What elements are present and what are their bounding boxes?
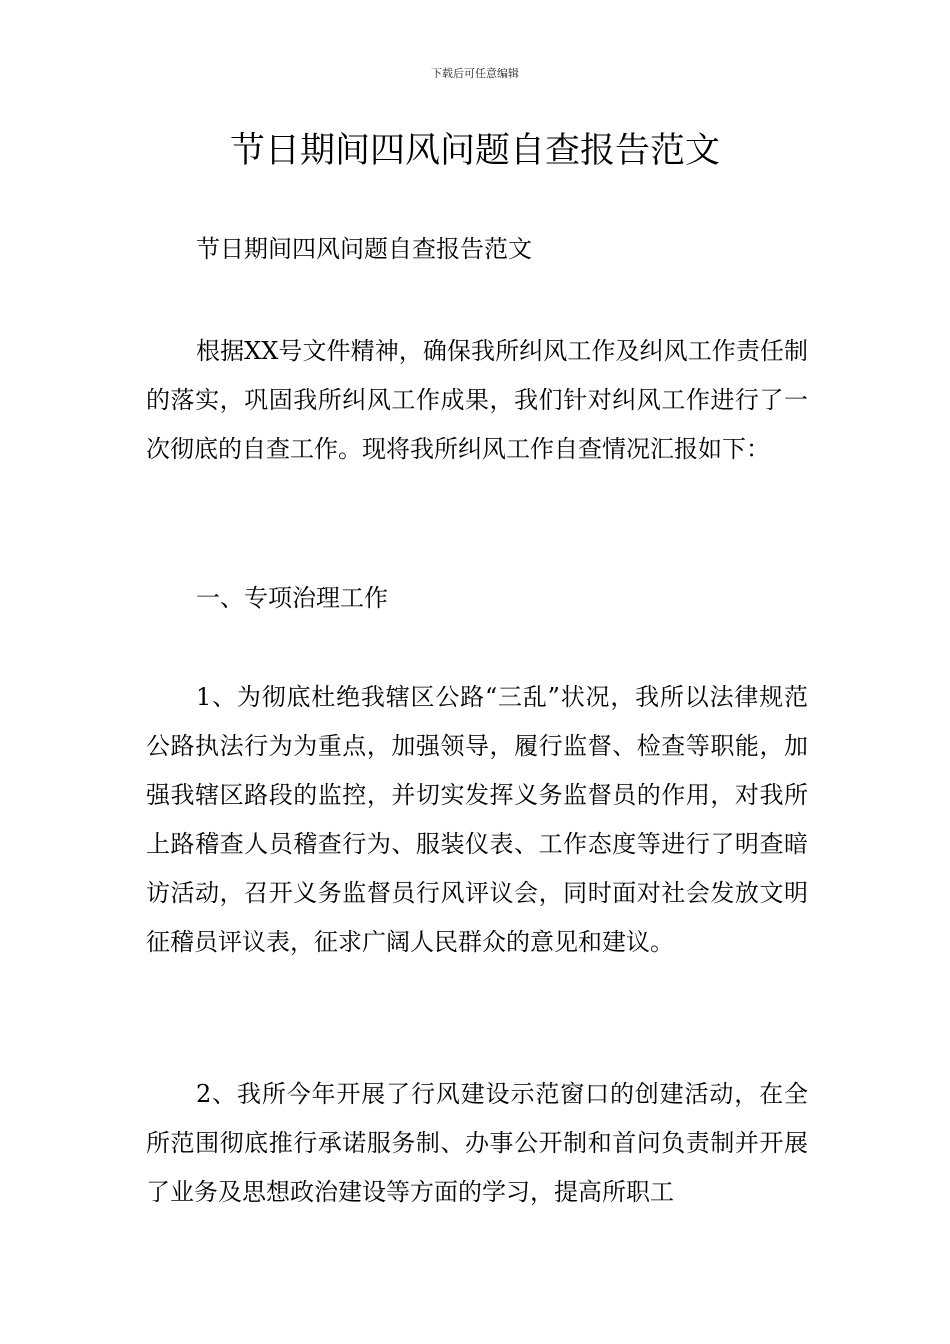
section-heading: 一、专项治理工作 [196, 584, 388, 612]
intro-paragraph: 根据XX号文件精神，确保我所纠风工作及纠风工作责任制的落实，巩固我所纠风工作成果，我们针对纠风工作进行了一次彻底的自查工作。现将我所纠风工作自查情况汇报如下： [146, 337, 808, 463]
document-title: 节日期间四风问题自查报告范文 [229, 131, 720, 171]
header-note: 下载后可任意编辑 [431, 67, 519, 80]
item-1-paragraph: 1、为彻底杜绝我辖区公路“三乱”状况，我所以法律规范公路执法行为为重点，加强领导，履行监督、检查等职能，加强我辖区路段的监控，并切实发挥义务监督员的作用，对我所上路稽查人员稽查行为、服装仪表、工作态度等进行了明查暗访活动，召开义务监督员行风评议会，同时面对社会发放文明征稽员评议表，征求广阔人民群众的意见和建议。 [146, 683, 808, 956]
item-2-paragraph: 2、我所今年开展了行风建设示范窗口的创建活动，在全所范围彻底推行承诺服务制、办事公开制和首问负责制并开展了业务及思想政治建设等方面的学习，提高所职工 [146, 1080, 808, 1206]
subtitle-paragraph: 节日期间四风问题自查报告范文 [196, 235, 532, 263]
